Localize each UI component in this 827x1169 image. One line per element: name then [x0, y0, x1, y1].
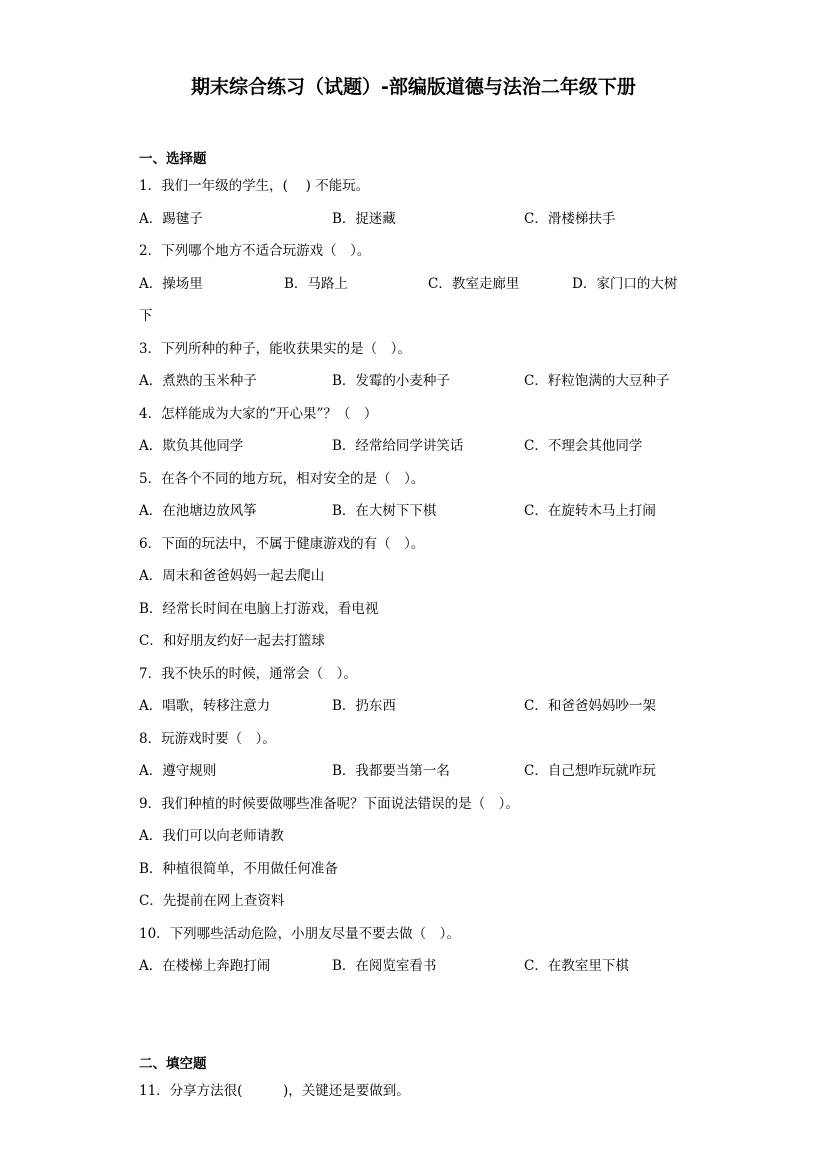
option-c: C．先提前在网上查资料: [139, 893, 285, 909]
options-4: [139, 430, 699, 463]
option-d: D．家门口的大树: [572, 275, 678, 292]
option-a: A．欺负其他同学: [139, 438, 244, 454]
option-a: A．踢毽子: [139, 210, 203, 227]
question-3: 3．下列所种的种子，能收获果实的是（ ）。: [139, 340, 411, 357]
options-3: [139, 365, 699, 398]
option-b: B．在阅览室看书: [332, 958, 437, 974]
document-body: [139, 148, 699, 1107]
option-a: A．周末和爸爸妈妈一起去爬山: [139, 568, 325, 584]
question-7: 7．我不快乐的时候，通常会（ ）。: [139, 665, 357, 682]
option-a: A．在楼梯上奔跑打闹: [139, 958, 271, 974]
option-b: B．马路上: [284, 275, 348, 292]
option-c: C．和好朋友约好一起去打篮球: [139, 633, 325, 649]
question-11: 11．分享方法很( )，关键还是要做到。: [139, 1082, 410, 1099]
option-b: B．扔东西: [332, 698, 396, 714]
option-a: A．在池塘边放风筝: [139, 503, 257, 519]
option-a: A．操场里: [139, 275, 203, 292]
question-9: 9．我们种植的时候要做哪些准备呢？下面说法错误的是（ ）。: [139, 795, 519, 812]
options-1: [139, 203, 699, 236]
option-a: A．煮熟的玉米种子: [139, 373, 257, 389]
option-b: B．在大树下下棋: [332, 503, 437, 519]
option-c: C．滑楼梯扶手: [524, 210, 616, 227]
section-heading-fill-blank: 二、填空题: [139, 1055, 207, 1072]
question-4: 4．怎样能成为大家的“开心果”？（ ）: [139, 405, 378, 422]
option-c: C．和爸爸妈妈吵一架: [524, 698, 656, 714]
option-a: A．唱歌，转移注意力: [139, 698, 271, 714]
options-10: [139, 950, 699, 983]
question-5: 5．在各个不同的地方玩，相对安全的是（ ）。: [139, 470, 425, 487]
question-6: 6．下面的玩法中，不属于健康游戏的有（ ）。: [139, 535, 425, 552]
question-2: 2．下列哪个地方不适合玩游戏（ ）。: [139, 243, 371, 259]
option-a: A．我们可以向老师请教: [139, 828, 284, 844]
option-c: C．不理会其他同学: [524, 438, 643, 454]
section-heading-choice: 一、选择题: [139, 151, 207, 167]
option-c: C．籽粒饱满的大豆种子: [524, 373, 670, 389]
options-2: [139, 268, 699, 301]
option-b: B．经常给同学讲笑话: [332, 438, 464, 454]
question-1: 1．我们一年级的学生，( ) 不能玩。: [139, 178, 370, 194]
option-c: C．在教室里下棋: [524, 958, 629, 974]
document-title: 期末综合练习（试题）-部编版道德与法治二年级下册: [191, 76, 636, 98]
option-d-wrap: 下: [139, 308, 153, 324]
option-a: A．遵守规则: [139, 763, 217, 779]
option-b: B．捉迷藏: [332, 210, 396, 227]
options-8: [139, 755, 699, 788]
question-10: 10．下列哪些活动危险，小朋友尽量不要去做（ ）。: [139, 925, 460, 942]
option-c: C．教室走廊里: [428, 275, 520, 292]
option-c: C．自己想咋玩就咋玩: [524, 763, 656, 779]
option-b: B．发霉的小麦种子: [332, 373, 450, 389]
option-b: B．经常长时间在电脑上打游戏，看电视: [139, 600, 379, 617]
options-5: [139, 495, 699, 528]
option-b: B．我都要当第一名: [332, 763, 450, 779]
option-c: C．在旋转木马上打闹: [524, 503, 656, 519]
spacer: [139, 983, 699, 1053]
options-7: [139, 690, 699, 723]
option-b: B．种植很简单，不用做任何准备: [139, 860, 338, 877]
question-8: 8．玩游戏时要（ ）。: [139, 730, 276, 747]
